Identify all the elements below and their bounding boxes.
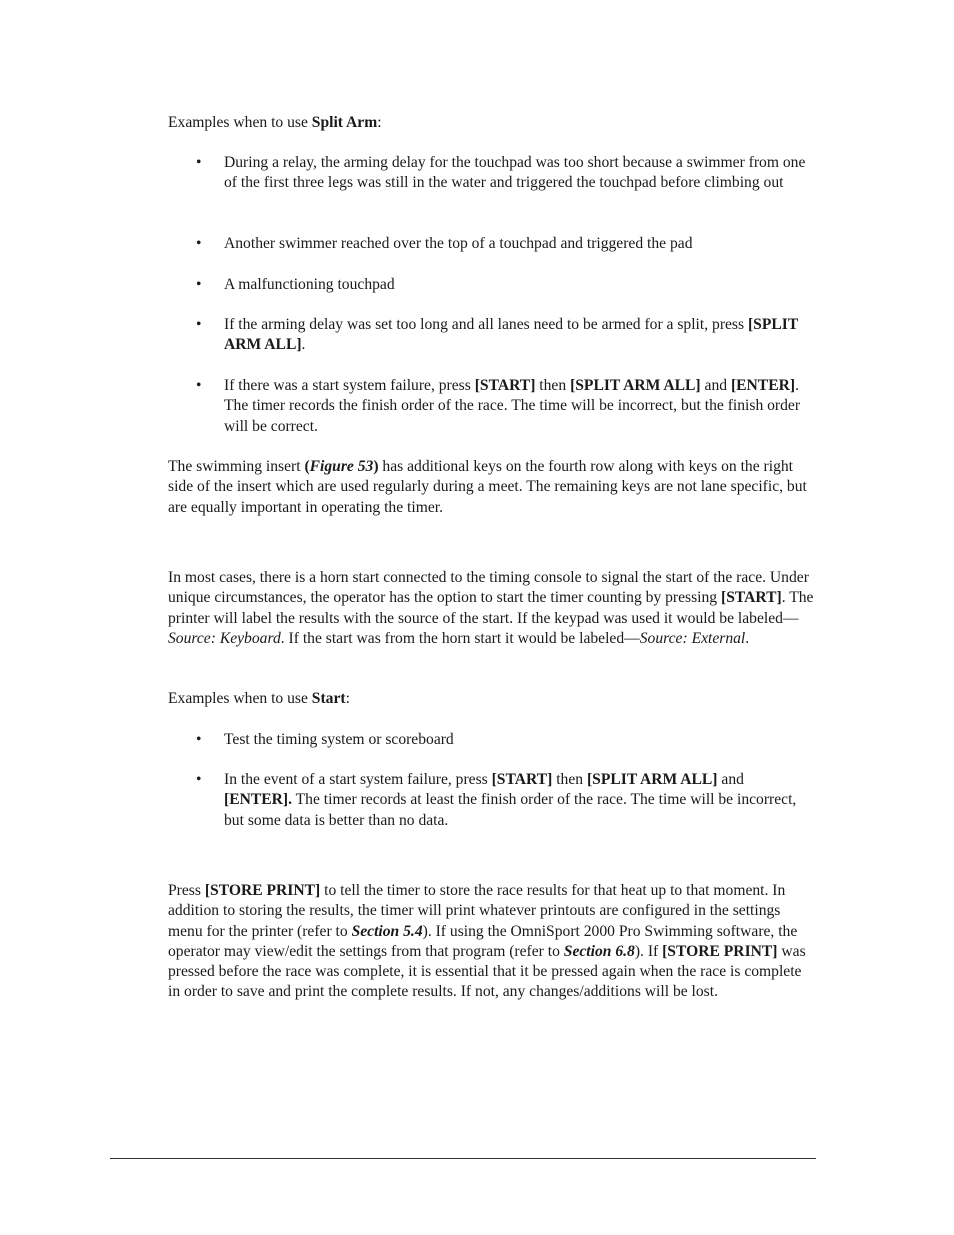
bullet-marker: • (196, 771, 202, 788)
bullet-marker: • (196, 316, 202, 333)
paragraph-start-examples: Examples when to use Start: (168, 690, 350, 707)
paragraph-split-arm-examples: Examples when to use Split Arm: (168, 114, 382, 131)
bullet-marker: • (196, 377, 202, 394)
bullet-marker: • (196, 235, 202, 252)
list-item-text: If the arming delay was set too long and all lanes need to be armed for a split, press [SPLIT ARM ALL]. (224, 316, 798, 354)
list-item-text: If there was a start system failure, press [START] then [SPLIT ARM ALL] and [ENTER]. The timer records the finish order of the race. The time will be incorrect, but the finish order will be correct. (224, 377, 801, 435)
footer-divider (110, 1158, 816, 1159)
list-item-text: Test the timing system or scoreboard (224, 731, 454, 748)
section-reference: Section 6.8 (563, 942, 635, 960)
list-item-text: A malfunctioning touchpad (224, 276, 395, 293)
paragraph-start: In most cases, there is a horn start connected to the timing console to signal the start of the race. Under unique circumstances, the operator has the option to start the timer counting by pressing [START]. The printer will label the results with the source of the start. If the keypad was used it would be labeled—Source: Keyboard. If the start was from the horn start it would be labeled—Source: External. (168, 569, 814, 647)
section-reference: Section 5.4 (351, 922, 423, 940)
list-item-text: In the event of a start system failure, press [START] then [SPLIT ARM ALL] and [ENTER]. The timer records at least the finish order of the race. The time will be incorrect, but some data is better than no data. (224, 771, 797, 829)
bullet-marker: • (196, 731, 202, 748)
paragraph-store-print: Press [STORE PRINT] to tell the timer to store the race results for that heat up to that moment. In addition to storing the results, the timer will print whatever printouts are configured in the settings menu for the printer (refer to Section 5.4). If using the OmniSport 2000 Pro Swimming software, the operator may view/edit the settings from that program (refer to Section 6.8). If [STORE PRINT] was pressed before the race was complete, it is essential that it be pressed again when the race is complete in order to save and print the complete results. If not, any changes/additions will be lost. (168, 882, 806, 1001)
paragraph-swimming-insert: The swimming insert (Figure 53) has additional keys on the fourth row along with keys on the right side of the insert which are used regularly during a meet. The remaining keys are not lane specific, but are equally important in operating the timer. (168, 458, 807, 516)
list-item-text: During a relay, the arming delay for the touchpad was too short because a swimmer from one of the first three legs was still in the water and triggered the touchpad before climbing out (224, 154, 806, 192)
bullet-marker: • (196, 154, 202, 171)
figure-reference: Figure 53 (309, 458, 374, 475)
bullet-marker: • (196, 276, 202, 293)
list-item-text: Another swimmer reached over the top of a touchpad and triggered the pad (224, 235, 693, 252)
